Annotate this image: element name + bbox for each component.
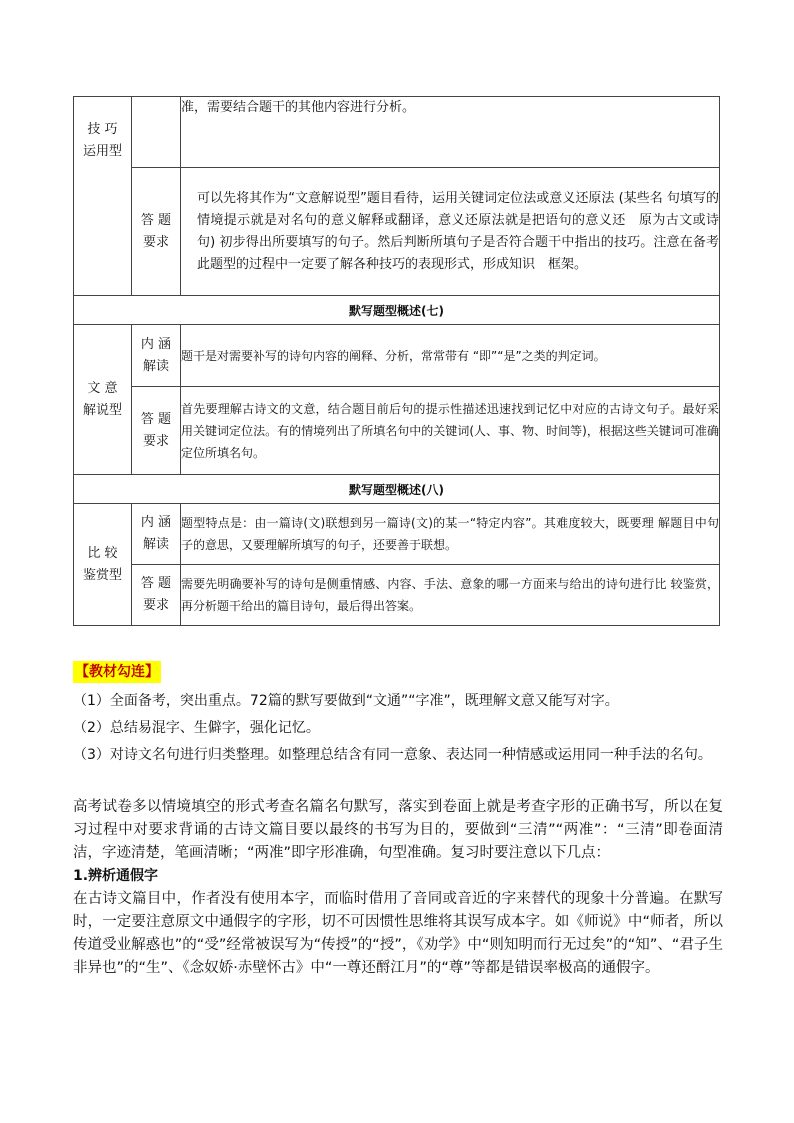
label-answer-requirement [132, 168, 181, 296]
list-item: （1）全面备考，突出重点。72篇的默写要做到“文通”“字准”，既理解文意又能写对字。 [73, 693, 619, 709]
category-line: 比 较 [87, 545, 118, 561]
category-line: 鉴赏型 [82, 567, 122, 583]
section-title-textbook-link: 【教材勾连】 [73, 661, 161, 683]
tips-list [73, 688, 733, 769]
label-connotation [132, 325, 181, 387]
category-line: 运用型 [82, 144, 122, 159]
heading-tongjia: 1.辨析通假字 [73, 868, 159, 884]
section-header-8: 默写题型概述(八) [74, 475, 720, 504]
category-line: 解说型 [82, 402, 122, 418]
connotation-text: 题型特点是：由一篇诗(文)联想到另一篇诗(文)的某一“特定内容”。其难度较大，既要理 解题目中句子的意思，又要理解所填写的句子，还要善于联想。 [181, 504, 720, 565]
label-connotation [132, 504, 181, 565]
paragraph-intro: 高考试卷多以情境填空的形式考查名篇名句默写，落实到卷面上就是考查字形的正确书写，所以在复习过程中对要求背诵的古诗文篇目要以最终的书写为目的，要做到“三清”“两准”：“三清”即卷面清洁，字迹清楚，笔画清晰；“两准”即字形准确，句型准确。复习时要注意以下几点： [73, 799, 723, 861]
requirement-text: 可以先将其作为“文意解说型”题目看待，运用关键词定位法或意义还原法 (某些名 句填写的情境提示就是对名句的意义解释或翻译，意义还原法就是把语句的意义还 原为古文或诗句) 初步得出所要填写的句子。然后判断所填句子是否符合题干中指出的技巧。注意在备考此题型的过程中一定要了解各种技巧的表现形式，形成知识 框架。 [181, 168, 720, 296]
section-header-7: 默写题型概述(七) [74, 296, 720, 325]
label-line: 答 题 [140, 212, 172, 228]
label-line: 内 涵 [140, 336, 172, 352]
category-comparison-appreciation [74, 504, 132, 626]
category-meaning-explanation [74, 325, 132, 475]
label-line: 要求 [142, 433, 169, 449]
label-line: 解读 [142, 358, 169, 374]
category-skill-application [74, 97, 132, 296]
label-line: 内 涵 [140, 515, 172, 530]
label-line: 解读 [142, 537, 169, 552]
paragraph-tongjia: 在古诗文篇目中，作者没有使用本字，而临时借用了音同或音近的字来替代的现象十分普遍。在默写时，一定要注意原文中通假字的字形，切不可因惯性思维将其误写成本字。如《师说》中“师者，所以传道受业解惑也”的“受”经常被误写为“传授”的“授”，《劝学》中“则知明而行无过矣”的“知”、“君子生非异也”的“生”、《念奴娇·赤壁怀古》中“一尊还酹江月”的“尊”等都是错误率极高的通假字。 [73, 891, 723, 976]
body-text [73, 796, 723, 980]
label-line: 要求 [142, 598, 169, 613]
continuation-text: 准，需要结合题干的其他内容进行分析。 [181, 97, 720, 168]
label-line: 答 题 [140, 411, 172, 427]
question-type-table [73, 96, 720, 626]
label-line: 答 题 [140, 576, 172, 591]
list-item: （2）总结易混字、生僻字，强化记忆。 [73, 720, 320, 736]
category-line: 文 意 [87, 380, 118, 396]
list-item: （3）对诗文名句进行归类整理。如整理总结含有同一意象、表达同一种情感或运用同一种手法的名句。 [73, 747, 712, 763]
empty-label-cell [132, 97, 181, 168]
label-line: 要求 [142, 234, 169, 250]
category-line: 技 巧 [87, 122, 118, 137]
requirement-text: 首先要理解古诗文的文意，结合题目前后句的提示性描述迅速找到记忆中对应的古诗文句子。最好采用关键词定位法。有的情境列出了所填名句中的关键词(人、事、物、时间等)，根据这些关键词可准确定位所填名句。 [181, 387, 720, 475]
label-answer-requirement [132, 565, 181, 626]
connotation-text: 题干是对需要补写的诗句内容的阐释、分析，常常带有 “即”“是”之类的判定词。 [181, 325, 720, 387]
label-answer-requirement [132, 387, 181, 475]
requirement-text: 需要先明确要补写的诗句是侧重情感、内容、手法、意象的哪一方面来与给出的诗句进行比 较鉴赏，再分析题干给出的篇目诗句，最后得出答案。 [181, 565, 720, 626]
